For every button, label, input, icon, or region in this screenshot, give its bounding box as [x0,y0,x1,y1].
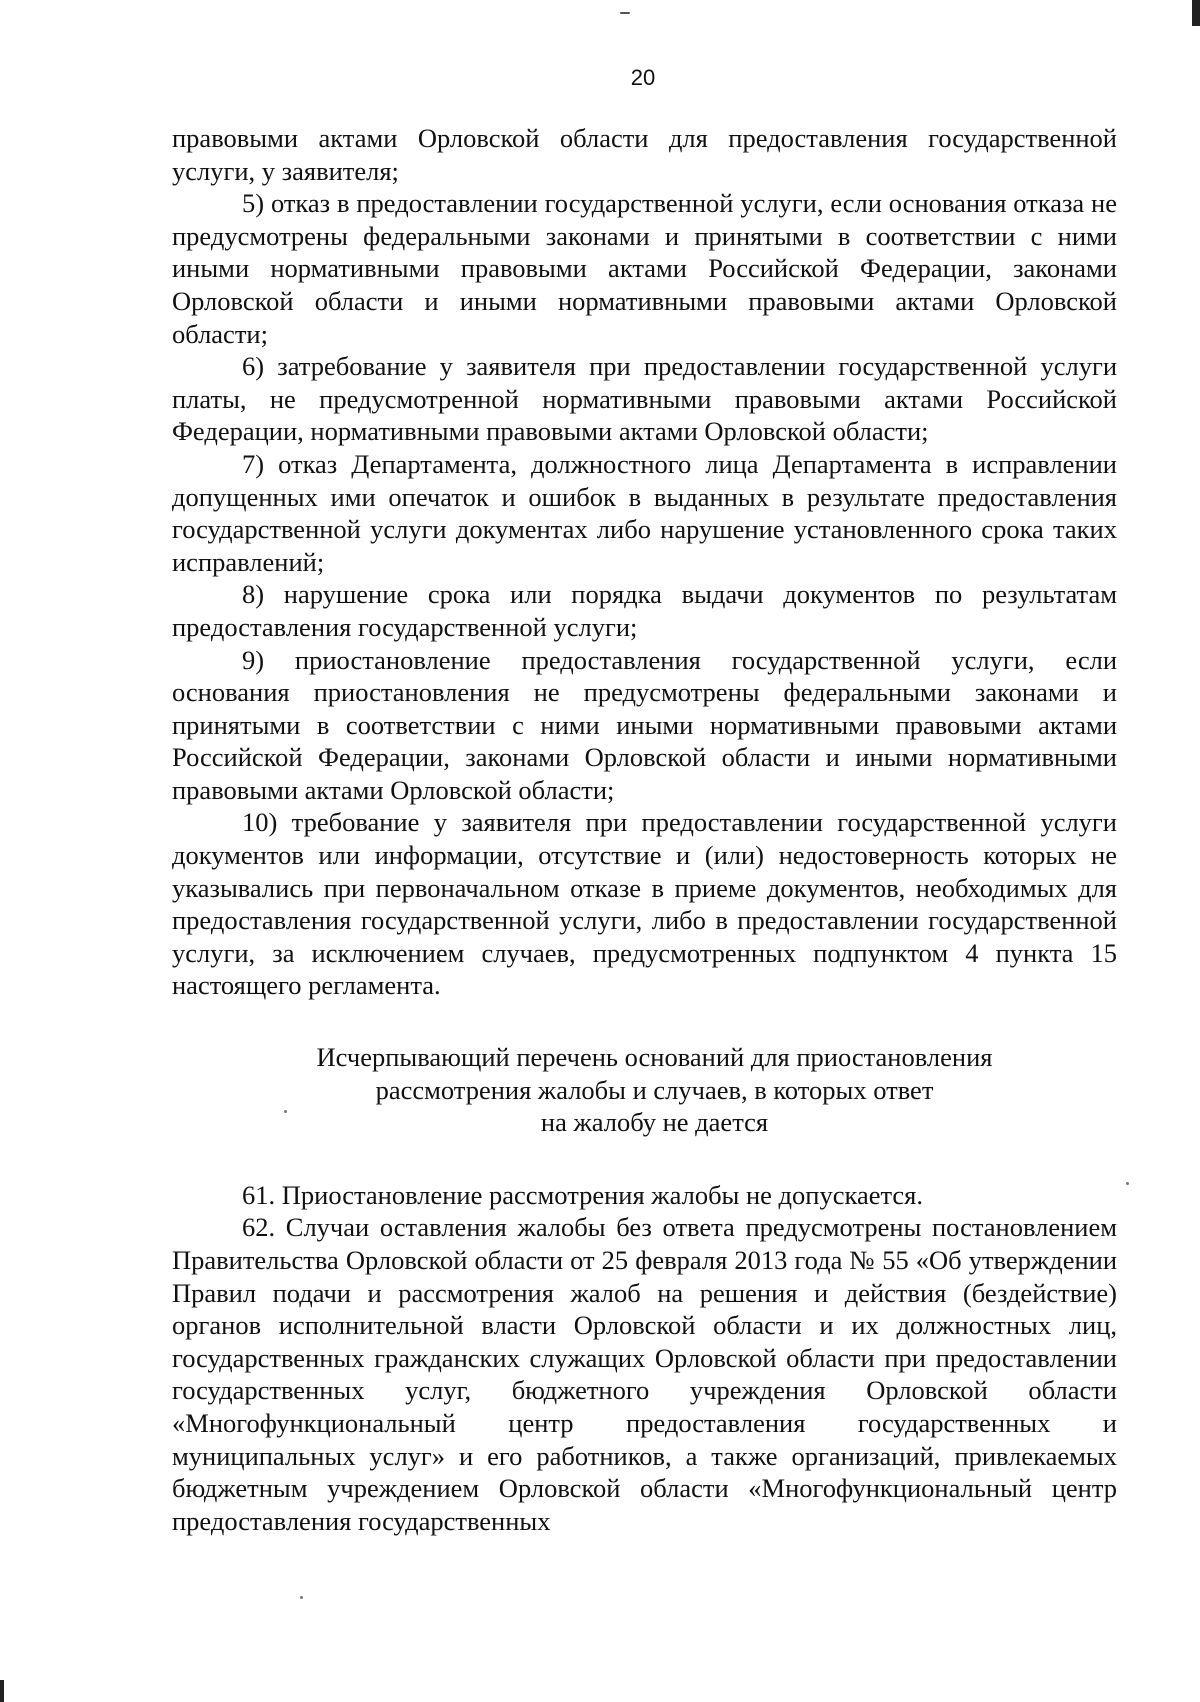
paragraph-item-6: 6) затребование у заявителя при предоставлении государственной услуги платы, не предусмотренной нормативными правовыми актами Российской Федерации, нормативными правовыми актами Орловской области; [172,351,1117,447]
paragraph-item-5: 5) отказ в предоставлении государственной услуги, если основания отказа не предусмотрены федеральными законами и принятыми в соответствии с ними иными нормативными правовыми актами Российской Федерации, законами Орловской области и иными нормативными правовыми актами Орловской области; [172,188,1117,349]
document-body [172,122,1117,1537]
scan-mark-top [620,12,630,14]
section-heading-line: рассмотрения жалобы и случаев, в которых ответ [375,1074,934,1105]
paragraph-item-9: 9) приостановление предоставления государственной услуги, если основания приостановления не предусмотрены федеральными законами и принятыми в соответствии с ними иными нормативными правовыми актами Российской Федерации, законами Орловской области и иными нормативными правовыми актами Орловской области; [172,644,1117,805]
paragraph-61: 61. Приостановление рассмотрения жалобы не допускается. [242,1179,923,1210]
scan-mark-right [1192,0,1200,26]
scan-mark-left [0,1680,4,1702]
paragraph-continuation: правовыми актами Орловской области для предоставления государственной услуги, у заявителя; [172,123,1117,186]
section-heading [172,1041,1117,1139]
scan-speck [300,1596,303,1599]
paragraph-item-10: 10) требование у заявителя при предоставлении государственной услуги документов или информации, отсутствие и (или) недостоверность которых не указывались при первоначальном отказе в приеме документов, необходимых для предоставления государственной услуги, либо в предоставлении государственной услуги, за исключением случаев, предусмотренных подпунктом 4 пункта 15 настоящего регламента. [172,807,1117,1001]
scan-speck [1126,1182,1129,1185]
page-number: 20 [630,65,656,90]
section-heading-line: Исчерпывающий перечень оснований для приостановления [316,1042,993,1073]
paragraph-62: 62. Случаи оставления жалобы без ответа предусмотрены постановлением Правительства Орловской области от 25 февраля 2013 года № 55 «Об утверждении Правил подачи и рассмотрения жалоб на решения и действия (бездействие) органов исполнительной власти Орловской области и их должностных лиц, государственных гражданских служащих Орловской области при предоставлении государственных услуг, бюджетного учреждения Орловской области «Многофункциональный центр предоставления государственных и муниципальных услуг» и его работников, а также организаций, привлекаемых бюджетным учреждением Орловской области «Многофункциональный центр предоставления государственных [172,1212,1117,1536]
paragraph-item-7: 7) отказ Департамента, должностного лица Департамента в исправлении допущенных ими опечаток и ошибок в выданных в результате предоставления государственной услуги документах либо нарушение установленного срока таких исправлений; [172,448,1117,577]
paragraph-item-8: 8) нарушение срока или порядка выдачи документов по результатам предоставления государственной услуги; [172,579,1117,642]
section-heading-line: на жалобу не дается [540,1107,769,1138]
